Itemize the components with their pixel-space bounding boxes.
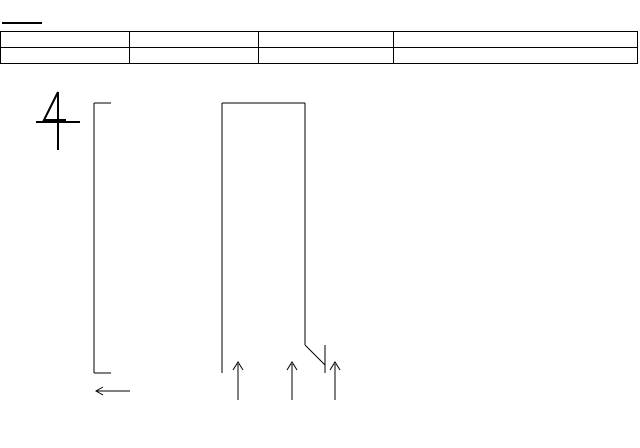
entrance-arrows xyxy=(233,362,340,400)
entrance-arrow-2-icon xyxy=(287,362,297,400)
contact-line xyxy=(2,419,32,434)
hours-line xyxy=(2,433,32,448)
crossing-arrow-icon xyxy=(96,387,130,395)
lane-lines xyxy=(222,103,325,373)
entrance-arrow-3-icon xyxy=(330,362,340,400)
footer xyxy=(2,404,32,448)
entrance-arrow-1-icon xyxy=(233,362,243,400)
company-line xyxy=(2,404,32,419)
north-arrow-icon xyxy=(36,92,80,150)
